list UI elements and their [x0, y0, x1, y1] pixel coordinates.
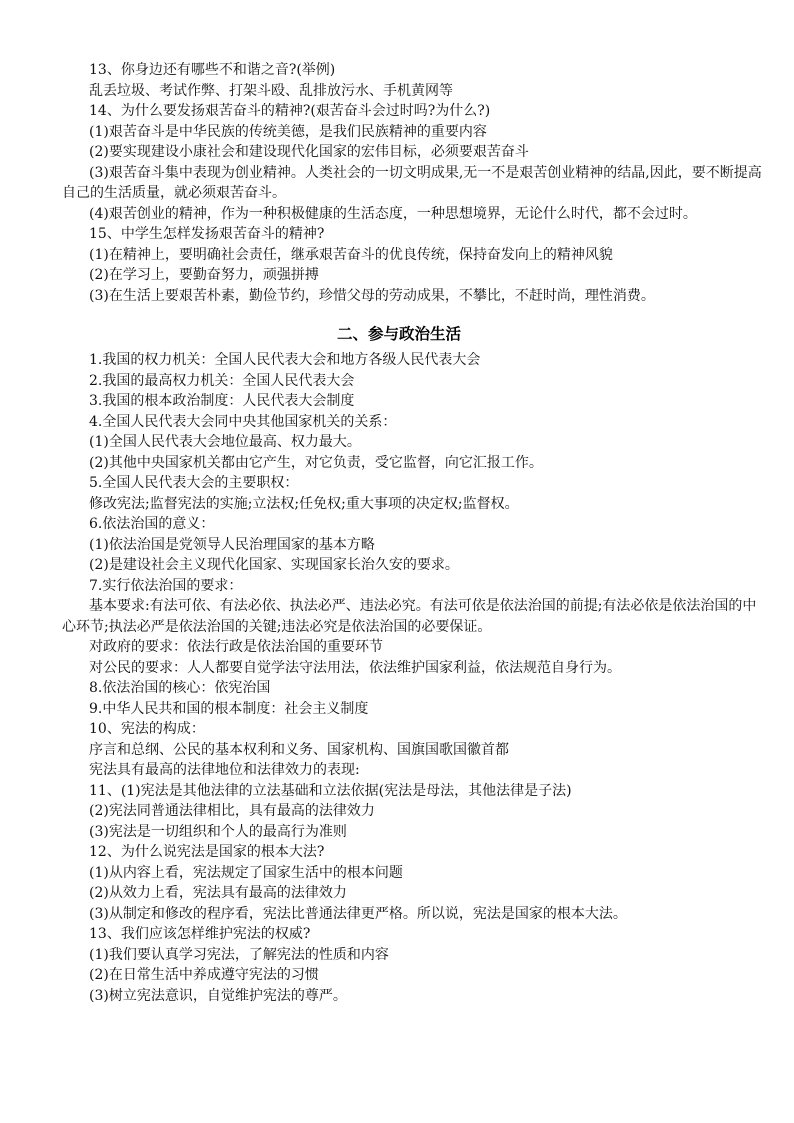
item-2: 2.我国的最高权力机关：全国人民代表大会 [89, 372, 355, 389]
item-4: 4.全国人民代表大会同中央其他国家机关的关系： [89, 413, 397, 430]
item-13-answer-3: (3)树立宪法意识，自觉维护宪法的尊严。 [89, 987, 347, 1004]
item-10-answer: 序言和总纲、公民的基本权利和义务、国家机构、国旗国歌国徽首都 [89, 741, 509, 758]
answer-15-1: (1)在精神上，要明确社会责任，继承艰苦奋斗的优良传统，保持奋发向上的精神风貌 [89, 246, 613, 263]
item-11-answer-3: (3)宪法是一切组织和个人的最高行为准则 [89, 823, 347, 840]
item-1: 1.我国的权力机关：全国人民代表大会和地方各级人民代表大会 [89, 352, 481, 368]
question-13: 13、你身边还有哪些不和谐之音?(举例) [89, 62, 336, 78]
item-8: 8.依法治国的核心：依宪治国 [89, 680, 271, 696]
answer-14-2: (2)要实现建设小康社会和建设现代化国家的宏伟目标，必须要艰苦奋斗 [89, 144, 529, 160]
item-12-answer-2: (2)从效力上看，宪法具有最高的法律效力 [89, 885, 347, 901]
answer-15-3: (3)在生活上要艰苦朴素，勤俭节约，珍惜父母的劳动成果，不攀比，不赶时尚，理性消费。 [89, 287, 655, 304]
question-15: 15、中学生怎样发扬艰苦奋斗的精神? [89, 226, 325, 242]
item-6-answer-2: (2)是建设社会主义现代化国家、实现国家长治久安的要求。 [89, 557, 459, 573]
item-7-government-requirement: 对政府的要求：依法行政是依法治国的重要环节 [89, 639, 383, 655]
item-9: 9.中华人民共和国的根本制度：社会主义制度 [89, 700, 369, 717]
answer-15-2: (2)在学习上，要勤奋努力，顽强拼搏 [89, 267, 319, 283]
item-10-note: 宪法具有最高的法律地位和法律效力的表现: [89, 762, 360, 778]
item-11-answer-1: 11、(1)宪法是其他法律的立法基础和立法依据(宪法是母法，其他法律是子法) [89, 782, 572, 799]
answer-14-4: (4)艰苦创业的精神，作为一种积极健康的生活态度，一种思想境界，无论什么时代，都不会过时。 [89, 205, 697, 222]
item-12: 12、为什么说宪法是国家的根本大法? [89, 844, 325, 860]
item-10: 10、宪法的构成： [89, 721, 205, 737]
item-13: 13、我们应该怎样维护宪法的权威? [89, 926, 311, 942]
item-11-answer-2: (2)宪法同普通法律相比，具有最高的法律效力 [89, 803, 375, 819]
item-13-answer-1: (1)我们要认真学习宪法，了解宪法的性质和内容 [89, 946, 389, 963]
item-6: 6.依法治国的意义： [89, 516, 215, 532]
item-7-citizen-requirement: 对公民的要求：人人都要自觉学法守法用法，依法维护国家利益，依法规范自身行为。 [89, 659, 621, 676]
item-6-answer-1: (1)依法治国是党领导人民治理国家的基本方略 [89, 536, 375, 553]
answer-14-1: (1)艰苦奋斗是中华民族的传统美德，是我们民族精神的重要内容 [89, 123, 487, 140]
section-title: 二、参与政治生活 [336, 325, 461, 343]
item-13-answer-2: (2)在日常生活中养成遵守宪法的习惯 [89, 967, 319, 983]
item-5: 5.全国人民代表大会的主要职权： [89, 475, 299, 491]
item-12-answer-1: (1)从内容上看，宪法规定了国家生活中的根本问题 [89, 864, 403, 881]
item-5-answer: 修改宪法;监督宪法的实施;立法权;任免权;重大事项的决定权;监督权。 [89, 495, 519, 512]
item-4-answer-2: (2)其他中央国家机关都由它产生，对它负责，受它监督，向它汇报工作。 [89, 454, 543, 471]
item-3: 3.我国的根本政治制度：人民代表大会制度 [89, 393, 355, 409]
item-7-basic-requirements: 基本要求:有法可依、有法必依、执法必严、违法必究。有法可依是依法治国的前提;有法必依是依法治国的中心环节;执法必严是依法治国的关键;违法必究是依法治国的必要保证。 [62, 598, 757, 635]
answer-13: 乱丢垃圾、考试作弊、打架斗殴、乱排放污水、手机黄网等 [89, 82, 453, 99]
document-body [62, 60, 769, 1006]
item-4-answer-1: (1)全国人民代表大会地位最高、权力最大。 [89, 434, 361, 450]
item-12-answer-3: (3)从制定和修改的程序看，宪法比普通法律更严格。所以说，宪法是国家的根本大法。 [89, 905, 627, 922]
item-7: 7.实行依法治国的要求： [89, 577, 243, 594]
question-14: 14、为什么要发扬艰苦奋斗的精神?(艰苦奋斗会过时吗?为什么?) [89, 103, 491, 119]
answer-14-3: (3)艰苦奋斗集中表现为创业精神。人类社会的一切文明成果,无一不是艰苦创业精神的结晶,因此，要不断提高自己的生活质量，就必须艰苦奋斗。 [62, 164, 762, 201]
